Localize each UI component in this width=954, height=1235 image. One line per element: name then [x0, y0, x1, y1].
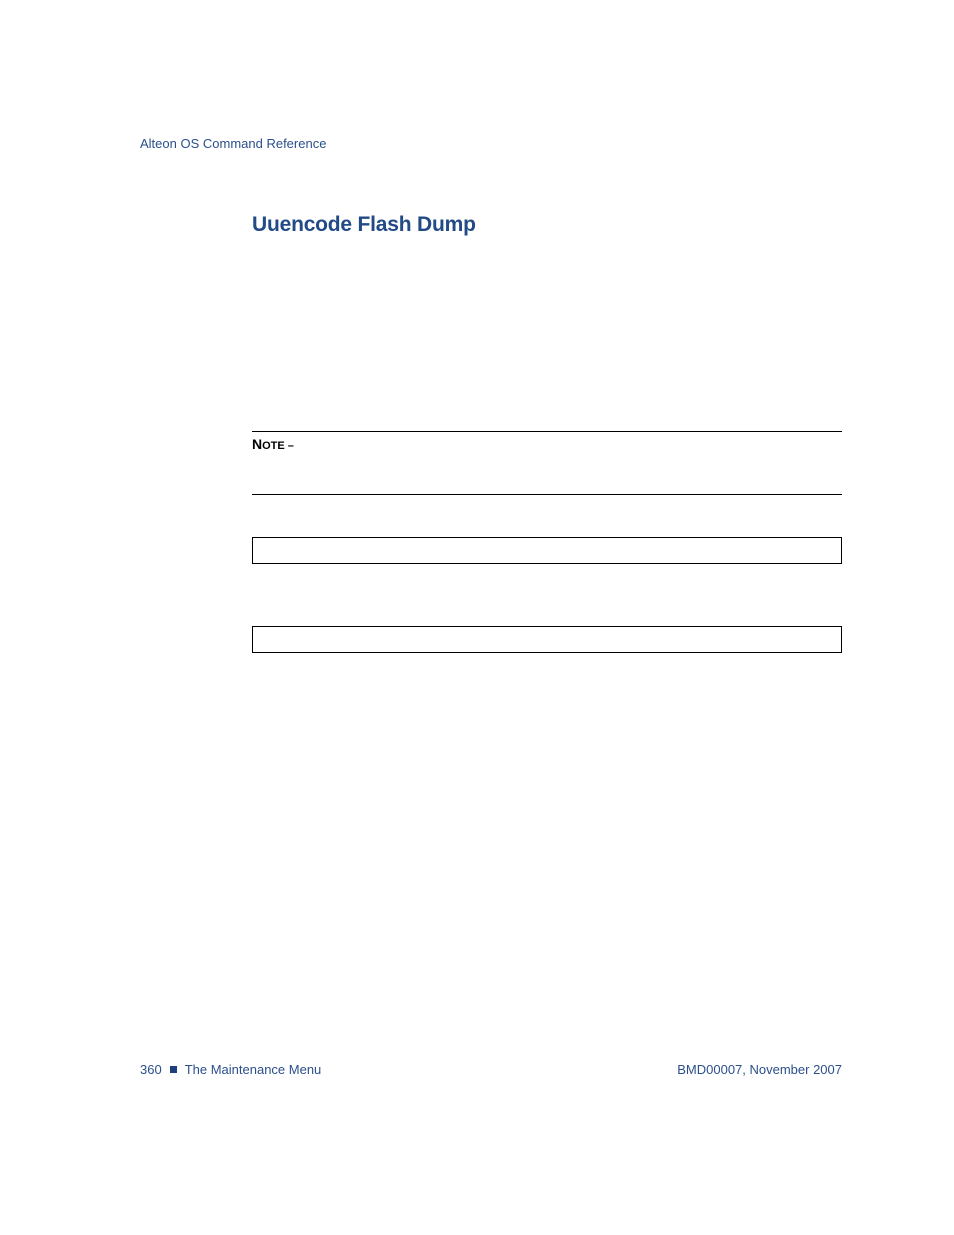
square-bullet-icon	[170, 1066, 177, 1073]
note-label	[252, 436, 294, 452]
chapter-title: The Maintenance Menu	[184, 1062, 322, 1077]
code-box	[252, 537, 842, 564]
running-header: Alteon OS Command Reference	[140, 136, 327, 151]
footer-left	[140, 1062, 321, 1077]
note-top-rule	[252, 431, 842, 432]
document-id: BMD00007, November 2007	[677, 1062, 842, 1077]
section-title: Uuencode Flash Dump	[252, 213, 476, 236]
note-label-rest: OTE –	[262, 440, 294, 452]
code-box	[252, 626, 842, 653]
note-bottom-rule	[252, 494, 842, 495]
page-number: 360	[140, 1062, 162, 1077]
note-label-initial: N	[252, 436, 263, 452]
